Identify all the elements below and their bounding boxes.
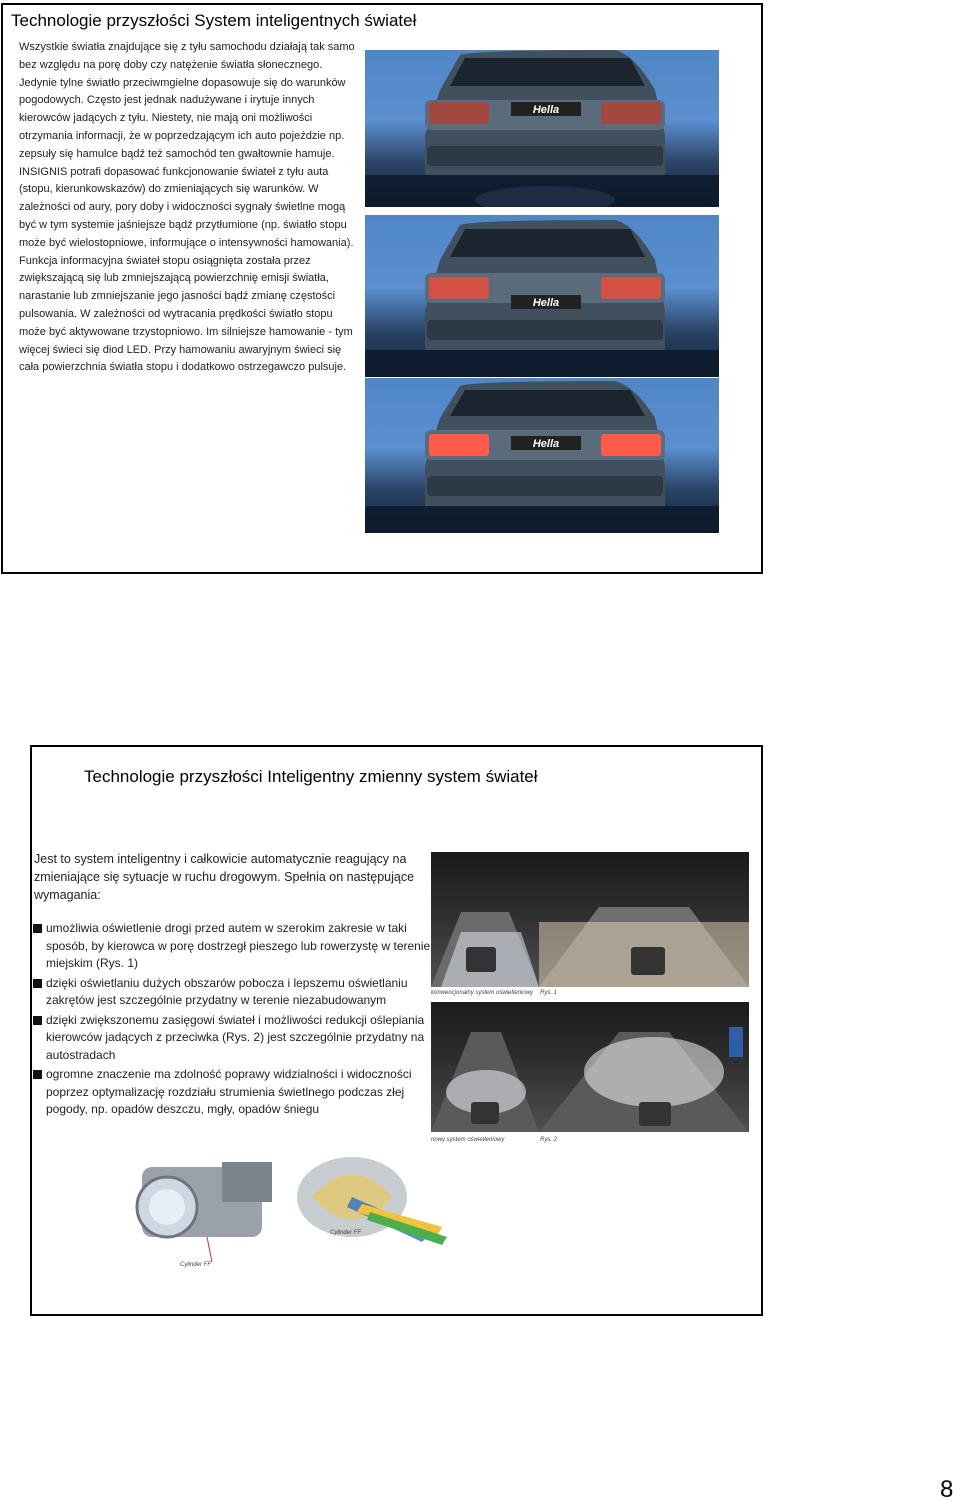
- list-item-text: ogromne znaczenie ma zdolność poprawy widzialności i widoczności poprzez optymalizację rozdziału strumienia świetlnego podczas złej pogody, np. opadów deszczu, mgły, opadów śniegu: [46, 1067, 412, 1116]
- page-number: 8: [940, 1476, 954, 1503]
- headlamp-modules-illustration: [112, 1142, 472, 1272]
- bullet-square-icon: [33, 1016, 42, 1025]
- list-item-text: dzięki zwiększonemu zasięgowi świateł i możliwości redukcji oślepiania kierowców jadących z przeciwka (Rys. 2) jest szczególnie przydatny na autostradach: [46, 1012, 425, 1062]
- hella-plate-text: Hella: [532, 297, 560, 309]
- car-rear-illustration: [365, 378, 719, 533]
- road-photo-intelligent-highway: [539, 1002, 749, 1132]
- bullet-square-icon: [33, 1070, 42, 1079]
- road-photo-conventional-city: [431, 852, 539, 987]
- car-rear-photo-3: [365, 378, 719, 533]
- road-illustration: [431, 1002, 539, 1132]
- cylinder-ff-label-left: Cylinder FF: [180, 1262, 212, 1268]
- list-item-text: umożliwia oświetlenie drogi przed autem w szerokim zakresie w taki sposób, by kierowca w porę dostrzegł pieszego lub rowerzystę w terenie miejskim (Rys. 1): [46, 921, 431, 970]
- road-illustration: [539, 852, 749, 987]
- hella-plate-text: Hella: [532, 438, 560, 450]
- hella-plate-text: Hella: [532, 104, 560, 116]
- headlamp-illustration: [112, 1142, 472, 1272]
- slide-2: [30, 745, 763, 1316]
- slide-1-paragraph: Wszystkie światła znajdujące się z tyłu samochodu działają tak samo bez względu na porę doby czy natężenie światła słonecznego. Jedynie tylne światło przeciwmgielne dopasowuje się do warunków pogodowych. Często jest jednak nadużywane i irytuje innych kierowców jadących z tyłu. Niestety, nie mają oni możliwości otrzymania informacji, że w poprzedzającym ich auto pojeździe np. zepsuły się hamulce bądź też samochód ten gwałtownie hamuje. INSIGNIS potrafi dopasować funkcjonowanie świateł z tyłu auta (stopu, kierunkowskazów) do zmieniających się warunków. W zależności od aury, pory doby i widoczności sygnały świetlne mogą być w tym systemie jaśniejsze bądź przytłumione (np. światło stopu może być wielostopniowe, informujące o intensywności hamowania). Funkcja informacyjna świateł stopu osiągnięta została przez zwiększającą się lub zmniejszającą powierzchnię emisji światła, narastanie lub zmniejszanie jego jasności bądź zmianę częstości pulsowania. W zależności od wytracania prędkości światło stopu może być aktywowane trzystopniowo. Im silniejsze hamowanie - tym więcej świeci się diod LED. Przy hamowaniu awaryjnym świeci się cała powierzchnia światła stopu i dodatkowo ostrzegawczo pulsuje.: [19, 41, 355, 374]
- road-illustration: [539, 1002, 749, 1132]
- car-rear-photo-1: [365, 50, 719, 207]
- bullet-square-icon: [33, 924, 42, 933]
- cylinder-ff-label-right: Cylinder FF: [330, 1230, 362, 1236]
- slide-2-intro: Jest to system inteligentny i całkowicie automatycznie reagujący na zmieniające się sytuacje w ruchu drogowym. Spełnia on następujące wymagania:: [34, 852, 415, 902]
- car-rear-illustration: [365, 50, 719, 207]
- slide-1-title: Technologie przyszłości System inteligentnych świateł: [11, 11, 417, 30]
- figure-2-caption-right: Rys. 2: [540, 1137, 558, 1143]
- road-illustration: [431, 852, 539, 987]
- car-rear-illustration: [365, 215, 719, 377]
- list-item: [32, 1066, 432, 1119]
- slide-1: [1, 3, 763, 574]
- slide-2-title: Technologie przyszłości Inteligentny zmienny system świateł: [84, 767, 538, 786]
- bullet-square-icon: [33, 979, 42, 988]
- list-item-text: dzięki oświetlaniu dużych obszarów pobocza i lepszemu oświetlaniu zakrętów jest szczególnie przydatny w terenie niezabudowanym: [46, 975, 408, 1007]
- car-rear-photo-2: [365, 215, 719, 377]
- figure-1-caption-right: Rys. 1: [540, 990, 558, 996]
- list-item: [32, 1012, 432, 1065]
- figure-2-caption-left: nowy system oświetleniowy: [431, 1137, 505, 1143]
- list-item: [32, 920, 432, 973]
- road-photo-conventional-highway: [431, 1002, 539, 1132]
- road-photo-intelligent-city: [539, 852, 749, 987]
- figure-1-caption-left: konwencjonalny system oświetleniowy: [431, 990, 534, 996]
- requirements-list: [32, 920, 432, 1121]
- list-item: [32, 975, 432, 1010]
